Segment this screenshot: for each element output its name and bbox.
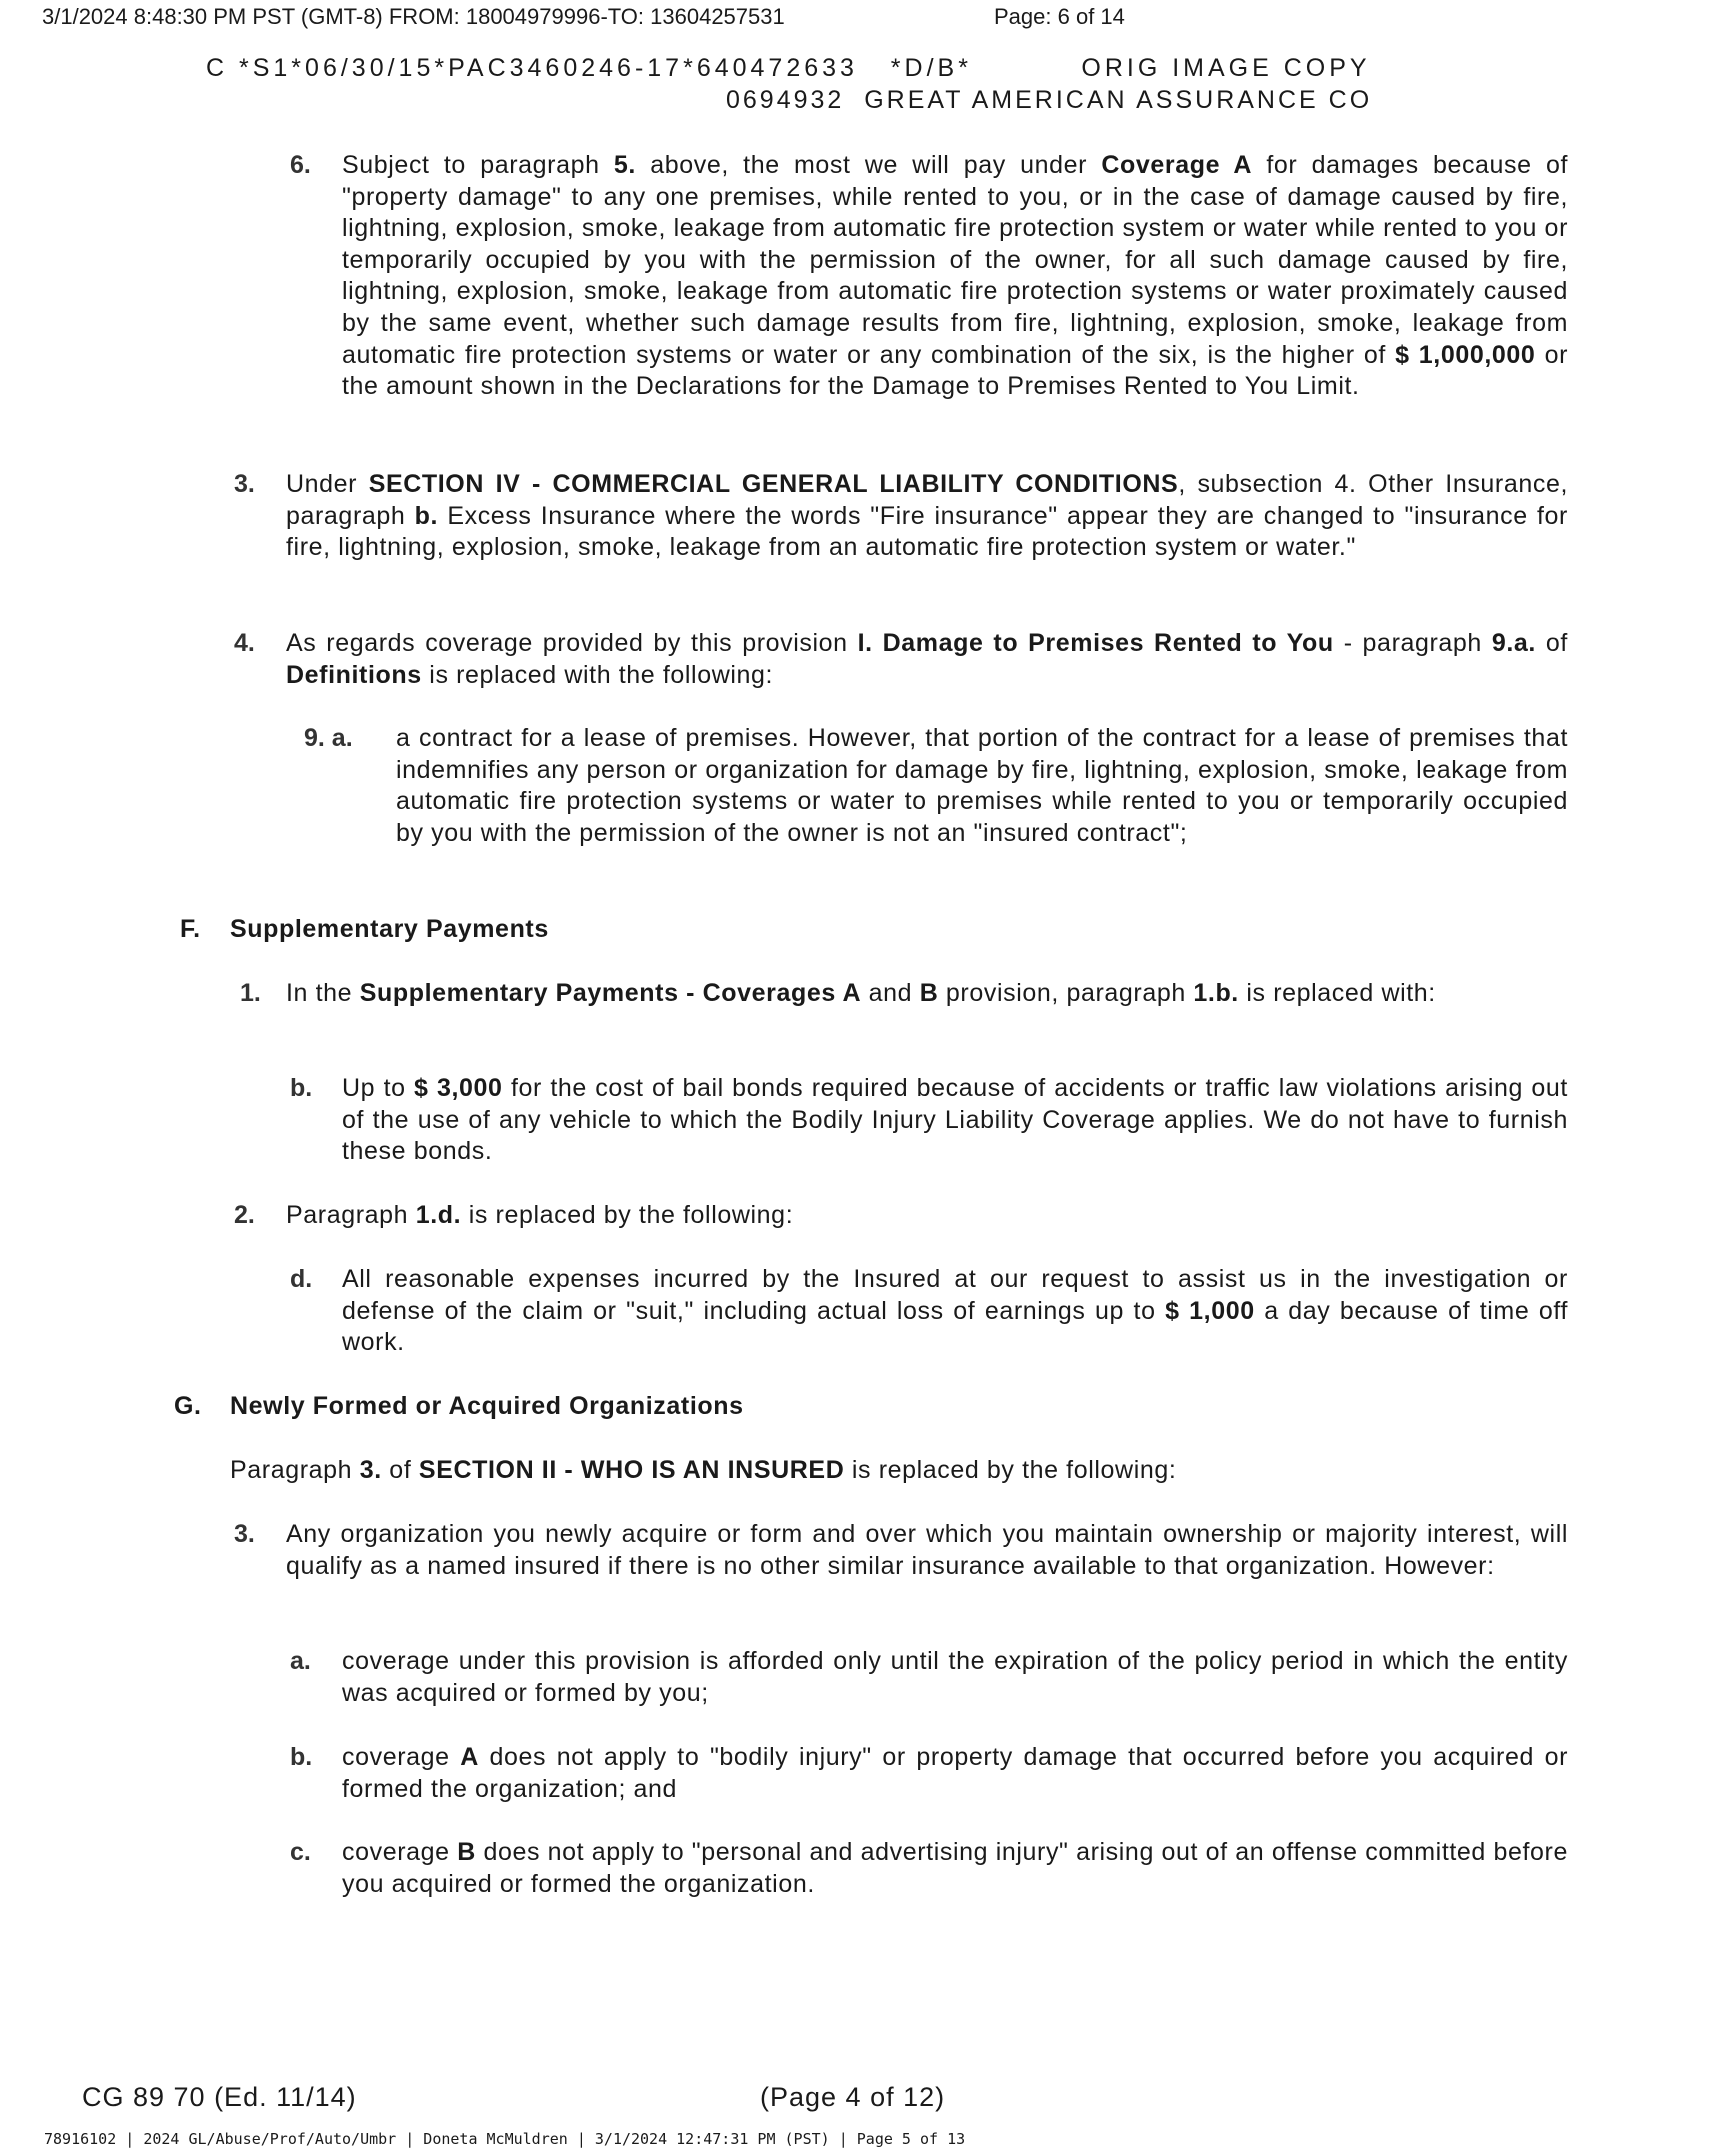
item3-number: 3. — [234, 470, 255, 498]
item4-paragraph: As regards coverage provided by this provision I. Damage to Premises Rented to You - paragraph 9.a. of Definitions is replaced with the following: — [286, 629, 1568, 689]
item3-paragraph: Under SECTION IV - COMMERCIAL GENERAL LIABILITY CONDITIONS, subsection 4. Other Insurance, paragraph b. Excess Insurance where the words "Fire insurance" appear they are changed to "insurance for fire, lightning, explosion, smoke, leakage from an automatic fire protection system or water." — [286, 470, 1569, 562]
section-g-letter: G. — [174, 1392, 202, 1420]
item4-number: 4. — [234, 629, 255, 657]
fax-page-number: Page: 6 of 14 — [994, 4, 1125, 29]
f2-paragraph: Paragraph 1.d. is replaced by the following: — [286, 1201, 794, 1229]
f1-number: 1. — [240, 979, 261, 1007]
g3b-paragraph: coverage A does not apply to "bodily injury" or property damage that occurred before you acquired or formed the organization; and — [342, 1743, 1568, 1803]
f1-paragraph: In the Supplementary Payments - Coverages A and B provision, paragraph 1.b. is replaced with: — [286, 979, 1436, 1007]
g3c-paragraph: coverage B does not apply to "personal and advertising injury" arising out of an offense committed before you acquired or formed the organization. — [342, 1838, 1568, 1898]
fax-header: 3/1/2024 8:48:30 PM PST (GMT-8) FROM: 18004979996-TO: 13604257531 — [42, 4, 785, 29]
section-g-title: Newly Formed or Acquired Organizations — [230, 1392, 744, 1420]
item6-paragraph: Subject to paragraph 5. above, the most we will pay under Coverage A for damages because of "property damage" to any one premises, while rented to you, or in the case of damage caused by fire, lightning, explosion, smoke, leakage from automatic fire protection system or water while rented to you or temporarily occupied by you with the permission of the owner, for all such damage caused by fire, lightning, explosion, smoke, leakage from automatic fire protection systems or water proximately caused by the same event, whether such damage results from fire, lightning, explosion, smoke, leakage from automatic fire protection systems or water or any combination of the six, is the higher of $ 1,000,000 or the amount shown in the Declarations for the Damage to Premises Rented to You Limit. — [342, 151, 1568, 401]
g3-number: 3. — [234, 1520, 255, 1548]
g3c-letter: c. — [290, 1838, 311, 1866]
g3-paragraph: Any organization you newly acquire or form and over which you maintain ownership or majority interest, will qualify as a named insured if there is no other similar insurance available to that organization. However: — [286, 1520, 1568, 1580]
f2d-paragraph: All reasonable expenses incurred by the Insured at our request to assist us in the investigation or defense of the claim or "suit," including actual loss of earnings up to $ 1,000 a day because of time off work. — [342, 1265, 1568, 1357]
f1b-paragraph: Up to $ 3,000 for the cost of bail bonds required because of accidents or traffic law violations arising out of the use of any vehicle to which the Bodily Injury Liability Coverage applies. We do not have to furnish these bonds. — [342, 1074, 1568, 1166]
g3a-letter: a. — [290, 1647, 311, 1675]
image-stamp-line1: C *S1*06/30/15*PAC3460246-17*640472633 *D/B* ORIG IMAGE COPY — [206, 54, 1371, 82]
g-intro-paragraph: Paragraph 3. of SECTION II - WHO IS AN INSURED is replaced by the following: — [230, 1456, 1177, 1484]
footer-form-number: CG 89 70 (Ed. 11/14) — [82, 2082, 357, 2112]
image-stamp-line2: 0694932 GREAT AMERICAN ASSURANCE CO — [726, 86, 1373, 114]
item9a-number: 9. a. — [304, 724, 353, 752]
item9a-paragraph: a contract for a lease of premises. However, that portion of the contract for a lease of premises that indemnifies any person or organization for damage by fire, lightning, explosion, smoke, leakage from automatic fire protection systems or water to premises while rented to you or temporarily occupied by you with the permission of the owner is not an "insured contract"; — [396, 724, 1568, 847]
g3b-letter: b. — [290, 1743, 313, 1771]
item6-number: 6. — [290, 151, 311, 179]
section-f-title: Supplementary Payments — [230, 915, 549, 943]
section-f-letter: F. — [180, 915, 201, 943]
f1b-letter: b. — [290, 1074, 313, 1102]
bottom-info-strip: 78916102 | 2024 GL/Abuse/Prof/Auto/Umbr | Doneta McMuldren | 3/1/2024 12:47:31 PM (PST) | Page 5 of 13 — [44, 2130, 966, 2148]
footer-page-number: (Page 4 of 12) — [760, 2082, 946, 2112]
f2-number: 2. — [234, 1201, 255, 1229]
g3a-paragraph: coverage under this provision is afforded only until the expiration of the policy period in which the entity was acquired or formed by you; — [342, 1647, 1568, 1707]
f2d-letter: d. — [290, 1265, 313, 1293]
